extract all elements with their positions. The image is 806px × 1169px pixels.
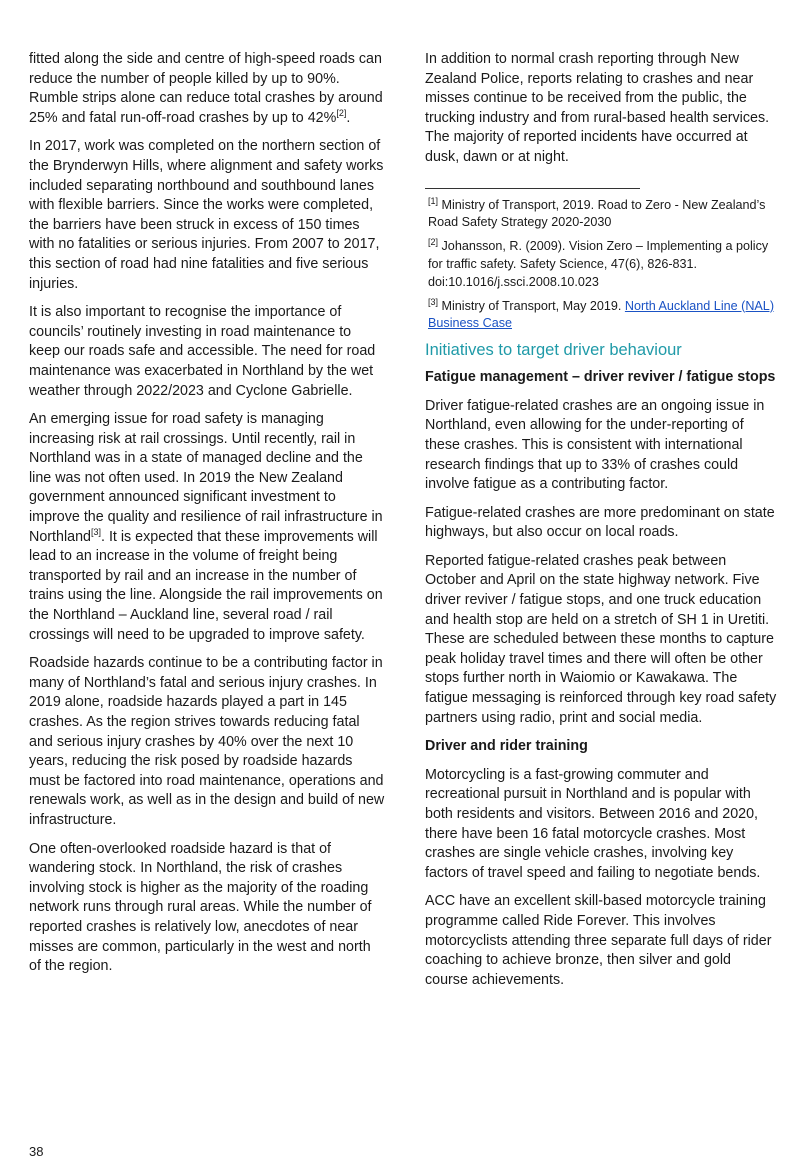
right-column [425,50,777,999]
nal-business-case-link[interactable]: North Auckland Line (NAL) Business Case [428,298,775,331]
footnote-ref-2[interactable]: [2] [336,108,347,119]
left-column [29,50,385,986]
paragraph-rail-crossings: An emerging issue for road safety is managing increasing risk at rail crossings. Until recently, rail in Northland was in a state of managed decline and the line was not often used. In 2019 the New Zealand government announced significant investment to improve the quality and resilience of rail infrastructure in Northland[3]. It is expected that these improvements will lead to an increase in the volume of freight being transported by rail and an increase in the number of trains using the line. Alongside the rail improvements on the Northland – Auckland line, several road / rail crossings will need to be upgraded to improve safety. [29,411,383,643]
paragraph-crash-reporting: In addition to normal crash reporting through New Zealand Police, reports relating to crashes and near misses continue to be received from the public, the trucking industry and from rural-based health services. The majority of reported incidents have occurred at dusk, dawn or at night. [425,51,770,165]
footnote-3: [3] Ministry of Transport, May 2019. North Auckland Line (NAL) Business Case [428,296,775,331]
footnote-2: [2] Johansson, R. (2009). Vision Zero – Implementing a policy for traffic safety. Safety Science, 47(6), 826-831. doi:10.1016/j.ssci.2008.10.023 [428,236,769,289]
paragraph-brynderwyn: In 2017, work was completed on the northern section of the Brynderwyn Hills, where alignment and safety works included separating northbound and southbound lanes with flexible barriers. Since the works were completed, the barriers have been struck in excess of 150 times with no fatalities or serious injuries. From 2007 to 2017, this section of road had nine fatalities and five serious injuries. [29,138,384,292]
subheading-fatigue: Fatigue management – driver reviver / fatigue stops [425,369,776,386]
paragraph-fatigue-stops: Reported fatigue-related crashes peak between October and April on the state highway network. Five driver reviver / fatigue stops, and one truck education and health stop are held on a stretch of SH 1 in Uretiti. These are scheduled between these months to capture peak holiday travel times and there will often be other stops further north in Waiomio or Kawakawa. The fatigue messaging is reinforced through key road safety partners using radio, print and social media. [425,552,777,726]
section-heading: Initiatives to target driver behaviour [425,341,682,360]
paragraph-wandering-stock: One often-overlooked roadside hazard is that of wandering stock. In Northland, the risk of crashes involving stock is higher as the majority of the roading network runs through rural areas. While the number of reported crashes is relatively low, anecdotes of near misses are common, particularly in the west and north of the region. [29,840,372,975]
footnote-divider [425,188,640,189]
footnote-1: [1] Ministry of Transport, 2019. Road to Zero - New Zealand’s Road Safety Strategy 2020-2030 [428,195,766,230]
paragraph-motorcycling: Motorcycling is a fast-growing commuter and recreational pursuit in Northland and is popular with both residents and visitors. Between 2016 and 2020, there have been 16 fatal motorcycle crashes. Most crashes are single vehicle crashes, involving key factors of travel speed and failing to negotiate bends. [425,766,761,881]
paragraph-fatigue-crashes: Driver fatigue-related crashes are an ongoing issue in Northland, even allowing for the under-reporting of these crashes. This is consistent with international research findings that up to 33% of crashes could involve fatigue as a contributing factor. [425,397,765,493]
paragraph-roadside-hazards: Roadside hazards continue to be a contributing factor in many of Northland’s fatal and serious injury crashes. In 2019 alone, roadside hazards played a part in 145 crashes. As the region strives towards reducing fatal and serious injury crashes by 40% over the next 10 years, reducing the risk posed by roadside hazards must be factored into road maintenance, operations and renewals work, as well as in the design and build of new infrastructure. [29,655,385,828]
paragraph-rumble-strips: fitted along the side and centre of high-speed roads can reduce the number of people killed by up to 90%. Rumble strips alone can reduce total crashes by around 25% and fatal run-off-road crashes by up to 42%[2]. [29,51,383,126]
footnote-ref-3[interactable]: [3] [91,526,102,537]
paragraph-road-maintenance: It is also important to recognise the importance of councils’ routinely investing in road maintenance to keep our roads safe and accessible. The need for road maintenance was exacerbated in Northland by the wet weather through 2022/2023 and Cyclone Gabrielle. [29,304,376,399]
paragraph-ride-forever: ACC have an excellent skill-based motorcycle training programme called Ride Forever. This involves motorcyclists attending three separate full days of rider coaching to achieve bronze, then silver and gold course achievements. [425,893,772,988]
paragraph-state-highways: Fatigue-related crashes are more predominant on state highways, but also occur on local roads. [425,504,775,541]
page-number: 38 [29,1144,44,1159]
subheading-rider-training: Driver and rider training [425,738,588,755]
